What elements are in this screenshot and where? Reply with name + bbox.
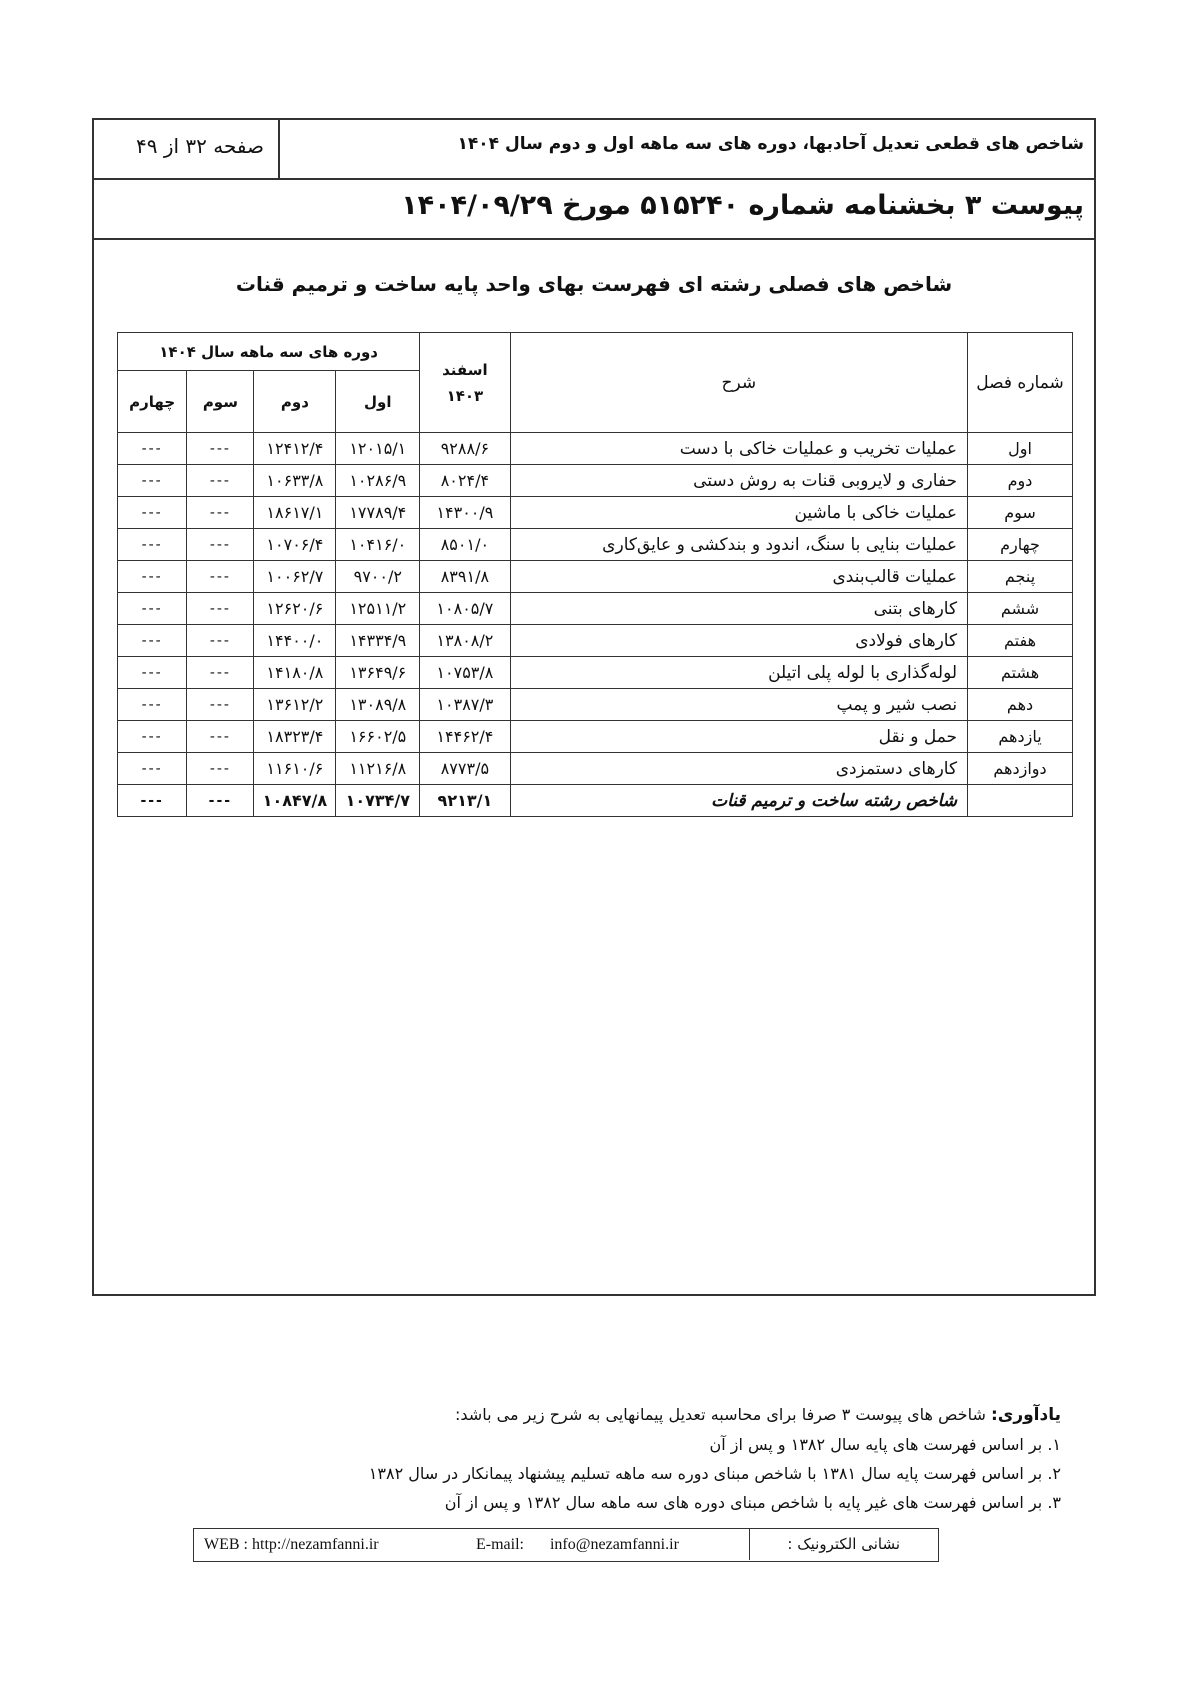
cell-description: عملیات بنایی با سنگ، اندود و بندکشی و عایق‌کاری (510, 529, 968, 561)
subtitle-row (94, 180, 1094, 240)
cell-q1: ۱۶۶۰۲/۵ (336, 721, 420, 753)
total-q3: --- (187, 785, 254, 817)
header-description: شرح (510, 333, 968, 433)
cell-esfand: ۱۴۴۶۲/۴ (420, 721, 510, 753)
cell-q1: ۱۰۲۸۶/۹ (336, 465, 420, 497)
total-q2: ۱۰۸۴۷/۸ (254, 785, 336, 817)
cell-q3: --- (187, 657, 254, 689)
table-row (118, 721, 1073, 753)
cell-esfand: ۱۴۳۰۰/۹ (420, 497, 510, 529)
document-subtitle: پیوست ۳ بخشنامه شماره ۵۱۵۲۴۰ مورخ ۱۴۰۴/۰۹/۲۹ (401, 190, 1084, 221)
header-period-group: دوره های سه ماهه سال ۱۴۰۴ (118, 333, 420, 371)
cell-chapter: یازدهم (968, 721, 1073, 753)
table-row (118, 625, 1073, 657)
cell-esfand: ۱۰۳۸۷/۳ (420, 689, 510, 721)
cell-q4: --- (118, 529, 187, 561)
cell-q4: --- (118, 753, 187, 785)
cell-chapter: چهارم (968, 529, 1073, 561)
table-row (118, 689, 1073, 721)
cell-chapter: دوازدهم (968, 753, 1073, 785)
cell-q3: --- (187, 721, 254, 753)
cell-q3: --- (187, 465, 254, 497)
cell-q1: ۱۷۷۸۹/۴ (336, 497, 420, 529)
total-q1: ۱۰۷۳۴/۷ (336, 785, 420, 817)
header-chapter: شماره فصل (968, 333, 1073, 433)
cell-q2: ۱۲۴۱۲/۴ (254, 433, 336, 465)
header-esfand: اسفند ۱۴۰۳ (420, 333, 510, 433)
cell-q3: --- (187, 497, 254, 529)
table-row (118, 433, 1073, 465)
table-row (118, 561, 1073, 593)
index-table (117, 332, 1073, 817)
cell-q4: --- (118, 657, 187, 689)
table-row (118, 753, 1073, 785)
document-title: شاخص های قطعی تعدیل آحادبها، دوره های سه ماهه اول و دوم سال ۱۴۰۴ (457, 134, 1084, 154)
cell-q3: --- (187, 689, 254, 721)
cell-q4: --- (118, 433, 187, 465)
page-frame (92, 118, 1096, 1296)
cell-description: لوله‌گذاری با لوله پلی اتیلن (510, 657, 968, 689)
cell-chapter: ششم (968, 593, 1073, 625)
cell-esfand: ۱۳۸۰۸/۲ (420, 625, 510, 657)
cell-q1: ۱۲۵۱۱/۲ (336, 593, 420, 625)
cell-q2: ۱۱۶۱۰/۶ (254, 753, 336, 785)
website-link[interactable]: WEB : http://nezamfanni.ir (204, 1536, 379, 1553)
email-label: E-mail: (476, 1536, 524, 1553)
cell-chapter-empty (968, 785, 1073, 817)
header-q4: چهارم (118, 371, 187, 433)
cell-q1: ۱۰۴۱۶/۰ (336, 529, 420, 561)
cell-chapter: هشتم (968, 657, 1073, 689)
cell-chapter: دهم (968, 689, 1073, 721)
cell-q2: ۱۰۶۳۳/۸ (254, 465, 336, 497)
cell-chapter: سوم (968, 497, 1073, 529)
cell-q3: --- (187, 433, 254, 465)
cell-esfand: ۸۷۷۳/۵ (420, 753, 510, 785)
page-number-cell (94, 120, 280, 178)
cell-q4: --- (118, 465, 187, 497)
email-link[interactable]: info@nezamfanni.ir (549, 1536, 679, 1553)
total-row (118, 785, 1073, 817)
cell-esfand: ۹۲۸۸/۶ (420, 433, 510, 465)
cell-description: کارهای دستمزدی (510, 753, 968, 785)
cell-q2: ۱۰۷۰۶/۴ (254, 529, 336, 561)
cell-description: عملیات تخریب و عملیات خاکی با دست (510, 433, 968, 465)
cell-description: کارهای فولادی (510, 625, 968, 657)
contact-box (193, 1528, 939, 1562)
cell-q2: ۱۰۰۶۲/۷ (254, 561, 336, 593)
cell-chapter: اول (968, 433, 1073, 465)
header-q3: سوم (187, 371, 254, 433)
cell-q3: --- (187, 561, 254, 593)
cell-q2: ۱۴۱۸۰/۸ (254, 657, 336, 689)
cell-q4: --- (118, 689, 187, 721)
note-item: ۱. بر اساس فهرست های پایه سال ۱۳۸۲ و پس از آن (709, 1435, 1061, 1454)
cell-q4: --- (118, 625, 187, 657)
cell-q3: --- (187, 625, 254, 657)
table-row (118, 497, 1073, 529)
header-q2: دوم (254, 371, 336, 433)
cell-chapter: دوم (968, 465, 1073, 497)
cell-q1: ۱۳۶۴۹/۶ (336, 657, 420, 689)
total-description: شاخص رشته ساخت و ترمیم قنات (510, 785, 968, 817)
cell-q4: --- (118, 593, 187, 625)
total-esfand: ۹۲۱۳/۱ (420, 785, 510, 817)
cell-chapter: پنجم (968, 561, 1073, 593)
table-title: شاخص های فصلی رشته ای فهرست بهای واحد پایه ساخت و ترمیم قنات (235, 272, 953, 296)
header-q1: اول (336, 371, 420, 433)
table-row (118, 465, 1073, 497)
cell-description: عملیات خاکی با ماشین (510, 497, 968, 529)
note-item: ۲. بر اساس فهرست پایه سال ۱۳۸۱ با شاخص مبنای دوره سه ماهه تسلیم پیشنهاد پیمانکار در سال ۱۳۸۲ (368, 1464, 1061, 1483)
cell-esfand: ۱۰۸۰۵/۷ (420, 593, 510, 625)
cell-q2: ۱۳۶۱۲/۲ (254, 689, 336, 721)
cell-q2: ۱۴۴۰۰/۰ (254, 625, 336, 657)
cell-esfand: ۸۳۹۱/۸ (420, 561, 510, 593)
cell-q1: ۱۱۲۱۶/۸ (336, 753, 420, 785)
total-q4: --- (118, 785, 187, 817)
cell-q4: --- (118, 721, 187, 753)
cell-q1: ۱۲۰۱۵/۱ (336, 433, 420, 465)
note-item: ۳. بر اساس فهرست های غیر پایه با شاخص مبنای دوره های سه ماهه سال ۱۳۸۲ و پس از آن (444, 1493, 1061, 1512)
notes (161, 1400, 1061, 1517)
notes-lead: یادآوری: (990, 1405, 1061, 1425)
page-number: صفحه ۳۲ از ۴۹ (136, 134, 264, 158)
cell-q1: ۱۳۰۸۹/۸ (336, 689, 420, 721)
cell-description: عملیات قالب‌بندی (510, 561, 968, 593)
cell-q3: --- (187, 593, 254, 625)
cell-chapter: هفتم (968, 625, 1073, 657)
cell-q2: ۱۸۳۲۳/۴ (254, 721, 336, 753)
cell-q4: --- (118, 497, 187, 529)
email-block (476, 1529, 679, 1560)
table-row (118, 657, 1073, 689)
notes-intro-line (161, 1400, 1061, 1430)
cell-q3: --- (187, 753, 254, 785)
cell-esfand: ۸۰۲۴/۴ (420, 465, 510, 497)
contact-label: نشانی الکترونیک : (749, 1529, 938, 1560)
cell-esfand: ۸۵۰۱/۰ (420, 529, 510, 561)
cell-q2: ۱۸۶۱۷/۱ (254, 497, 336, 529)
table-row (118, 593, 1073, 625)
notes-intro: شاخص های پیوست ۳ صرفا برای محاسبه تعدیل پیمانهایی به شرح زیر می باشد: (455, 1405, 986, 1424)
table-body (118, 433, 1073, 817)
cell-description: کارهای بتنی (510, 593, 968, 625)
cell-description: نصب شیر و پمپ (510, 689, 968, 721)
cell-esfand: ۱۰۷۵۳/۸ (420, 657, 510, 689)
cell-q1: ۱۴۳۳۴/۹ (336, 625, 420, 657)
table-row (118, 529, 1073, 561)
cell-q4: --- (118, 561, 187, 593)
header-row (94, 120, 1094, 180)
cell-q3: --- (187, 529, 254, 561)
cell-description: حفاری و لایروبی قنات به روش دستی (510, 465, 968, 497)
cell-q1: ۹۷۰۰/۲ (336, 561, 420, 593)
cell-description: حمل و نقل (510, 721, 968, 753)
cell-q2: ۱۲۶۲۰/۶ (254, 593, 336, 625)
